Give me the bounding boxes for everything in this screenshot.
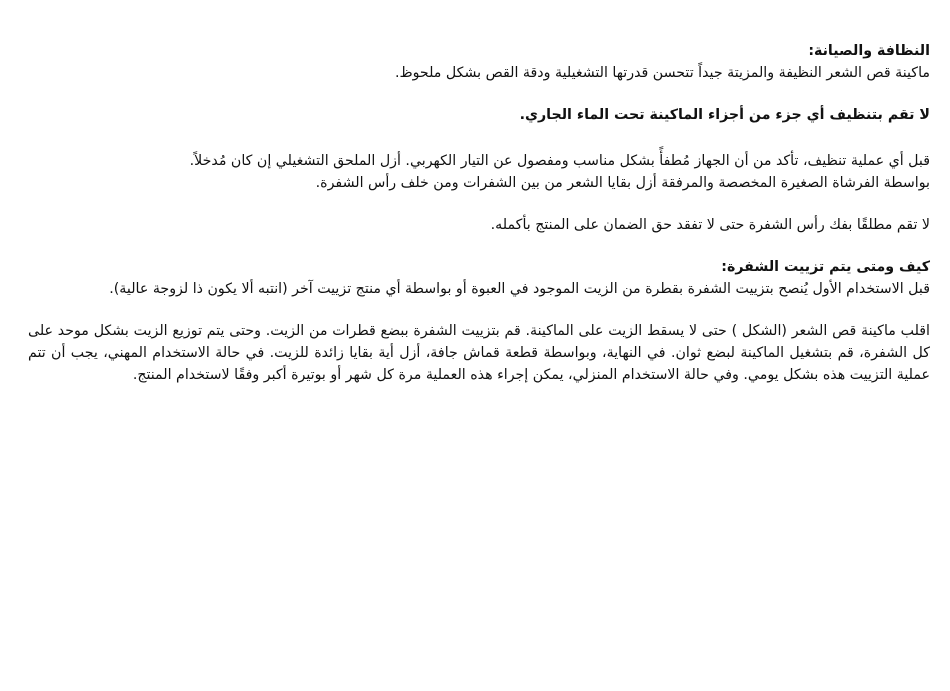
oiling-procedure-text: اقلب ماكينة قص الشعر (الشكل ) حتى لا يسقط الزيت على الماكينة. قم بتزييت الشفرة ببضع قطرات من الزيت. وحتى يتم توزيع الزيت بشكل موحد على كل الشفرة، قم بتشغيل الماكينة لبضع ثوان. في النهاية، وبواسطة قطعة قماش جافة، أزل أية بقايا زائدة للزيت. في حالة الاستخدام المهني، يجب أن تتم عملية التزييت هذه بشكل يومي. وفي حالة الاستخدام المنزلي، يمكن إجراء هذه العملية مرة كل شهر أو بوتيرة أكبر وفقًا لاستخدام المنتج. <box>28 323 930 383</box>
oiling-heading: كيف ومتى يتم تزييت الشفرة: <box>721 259 930 275</box>
running-water-warning: لا تقم بتنظيف أي جزء من أجزاء الماكينة تحت الماء الجاري. <box>519 107 930 123</box>
oiling-first-use-text: قبل الاستخدام الأول يُنصح بتزييت الشفرة بقطرة من الزيت الموجود في العبوة أو بواسطة أي منتج تزييت آخر (انتبه ألا يكون ذا لزوجة عالية). <box>109 281 930 297</box>
warranty-warning-text: لا تقم مطلقًا بفك رأس الشفرة حتى لا تفقد حق الضمان على المنتج بأكمله. <box>490 217 930 233</box>
cleaning-maintenance-heading: النظافة والصيانة: <box>808 43 930 59</box>
cleaning-intro-text: ماكينة قص الشعر النظيفة والمزيتة جيداً تتحسن قدرتها التشغيلية ودقة القص بشكل ملحوظ. <box>394 65 930 81</box>
cleaning-brush-text: بواسطة الفرشاة الصغيرة المخصصة والمرفقة أزل بقايا الشعر من بين الشفرات ومن خلف رأس الشفرة. <box>315 175 930 191</box>
manual-page <box>28 40 930 386</box>
cleaning-safety-text: قبل أي عملية تنظيف، تأكد من أن الجهاز مُطفأً بشكل مناسب ومفصول عن التيار الكهربي. أزل الملحق التشغيلي إن كان مُدخلاً. <box>189 153 930 169</box>
